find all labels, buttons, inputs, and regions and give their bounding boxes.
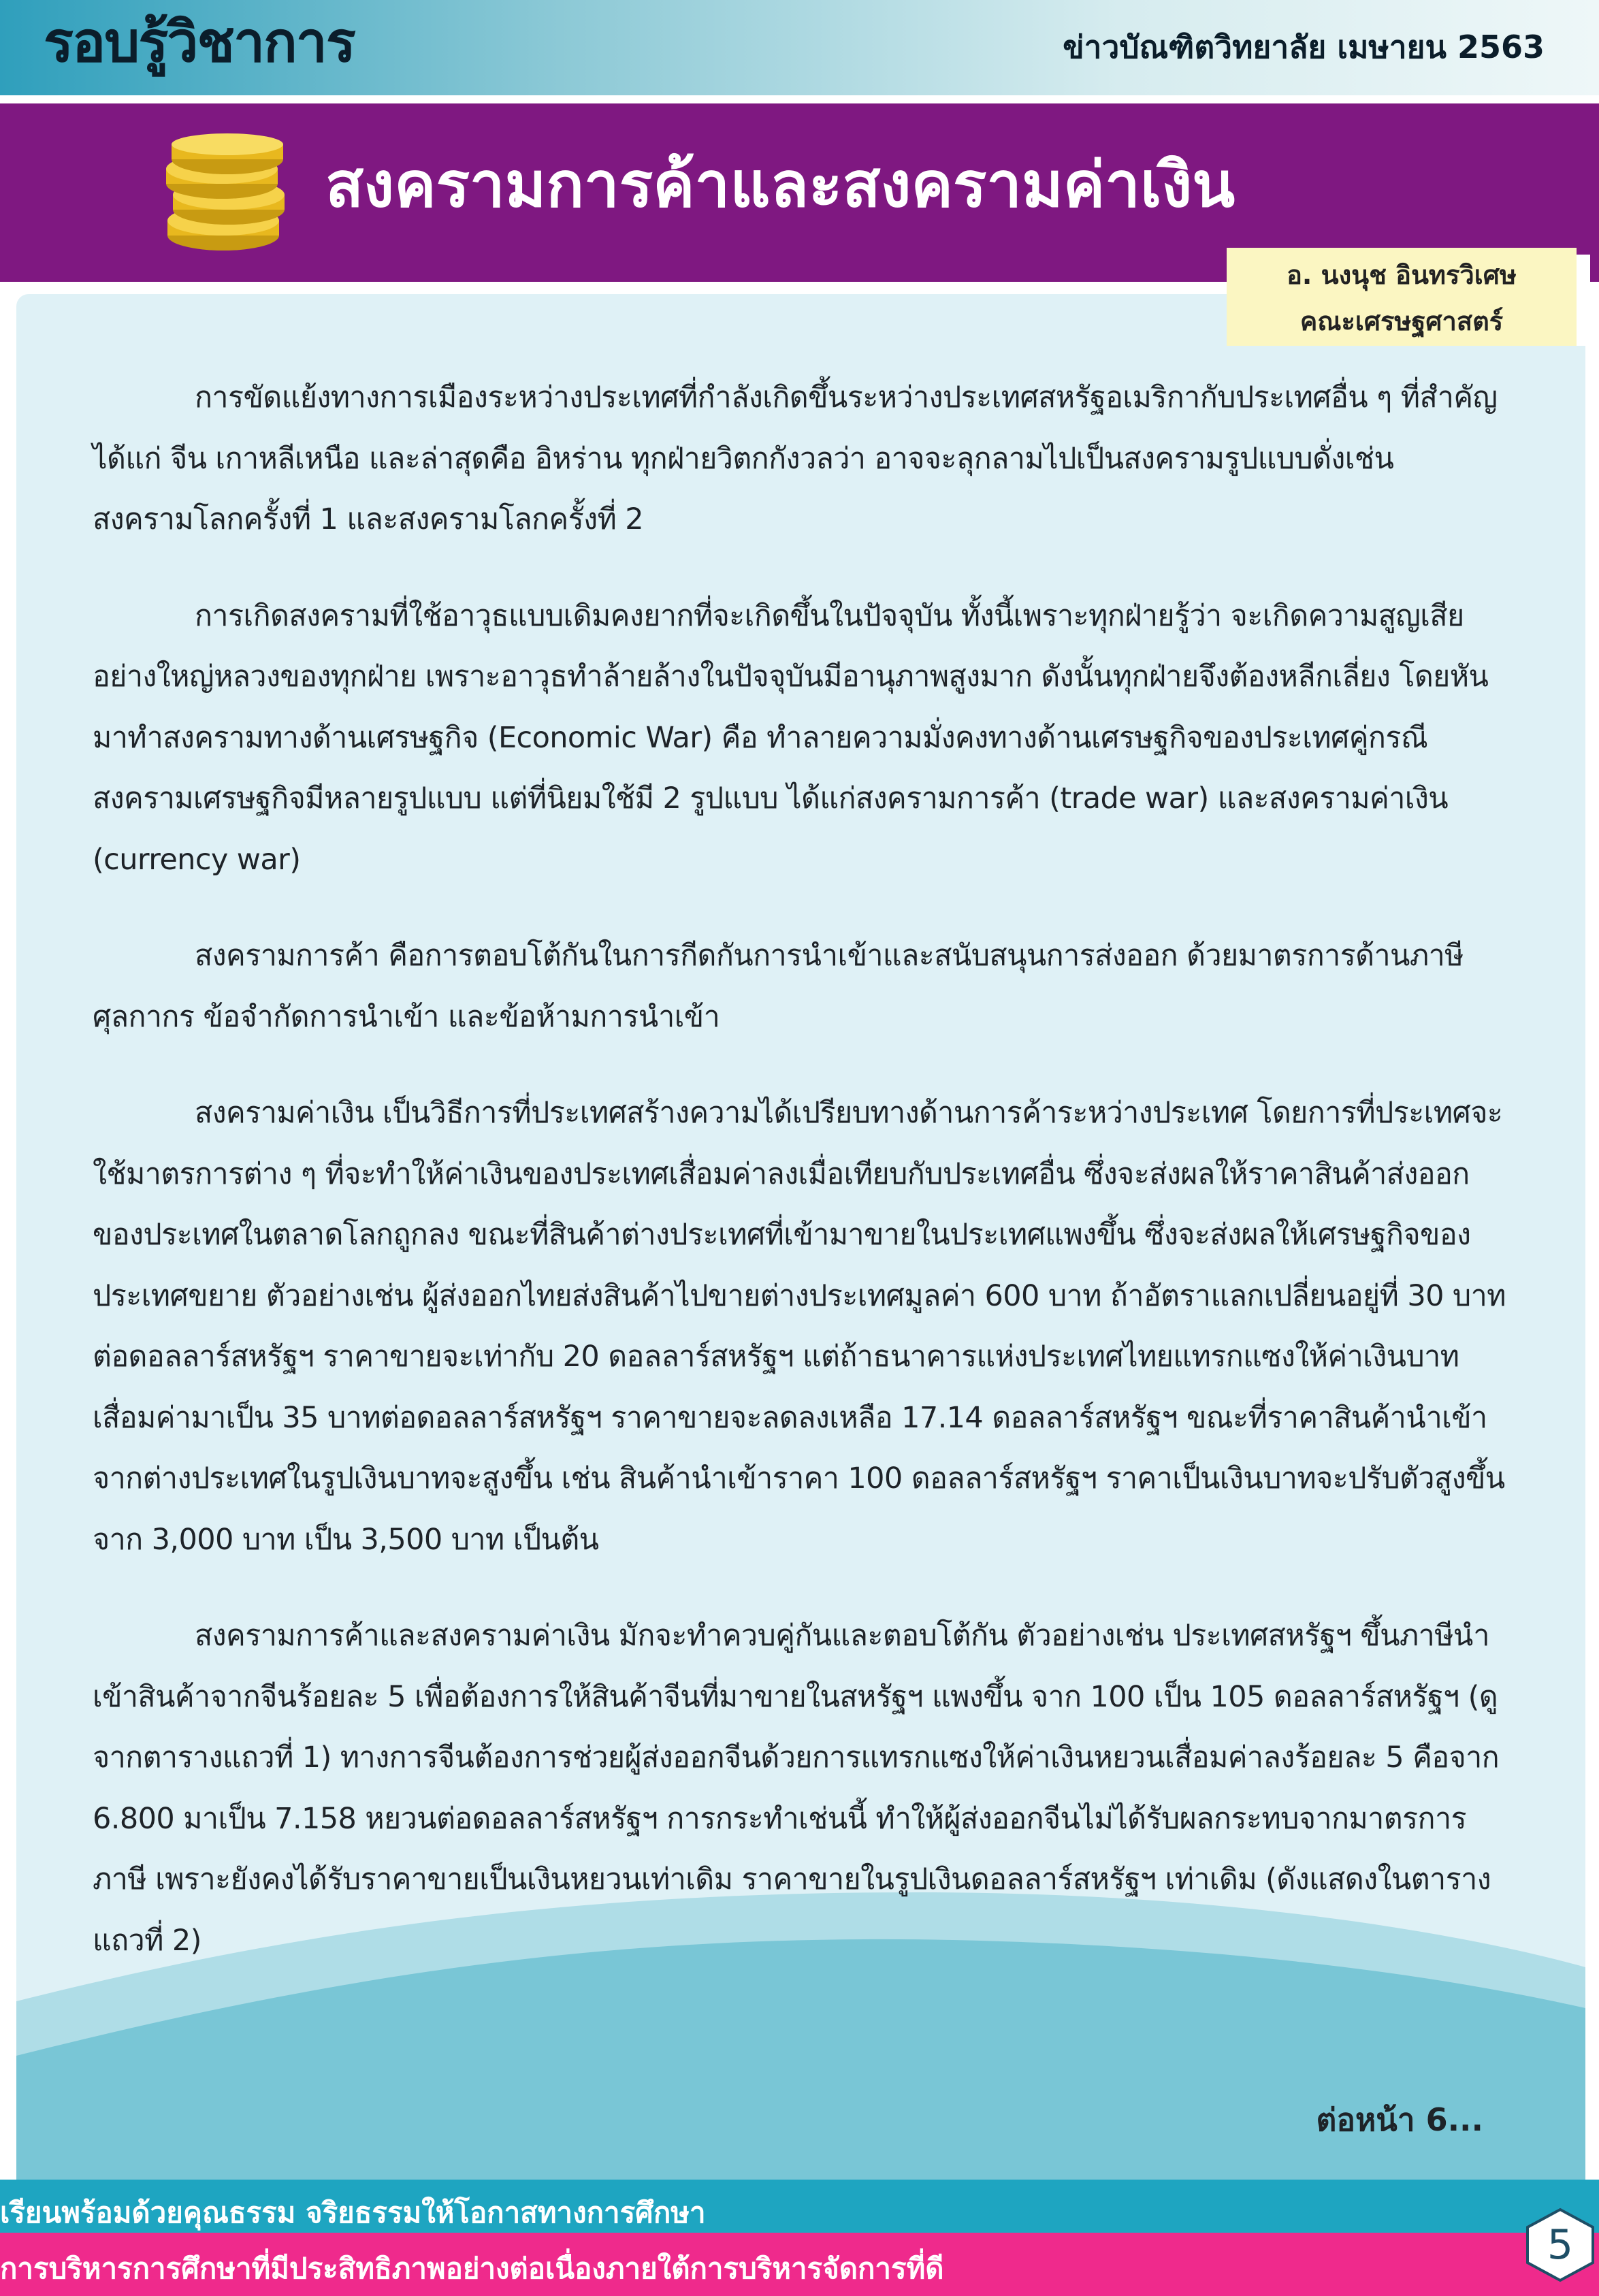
article-title: สงครามการค้าและสงครามค่าเงิน (325, 148, 1235, 221)
footer-slogan: เรียนพร้อมด้วยคุณธรรม จริยธรรมให้โอกาสทางการศึกษา (0, 2196, 706, 2229)
footer-mission: การบริหารการศึกษาที่มีประสิทธิภาพอย่างต่อเนื่องภายใต้การบริหารจัดการที่ดี (0, 2252, 944, 2285)
coins-stack-icon (161, 133, 297, 256)
article-paragraph: สงครามการค้า คือการตอบโต้กันในการกีดกันการนำเข้าและสนับสนุนการส่งออก ด้วยมาตรการด้านภาษีศุลกากร ข้อจำกัดการนำเข้า และข้อห้ามการนำเข้า (93, 939, 1464, 1034)
author-card (1227, 248, 1577, 346)
header-band (0, 0, 1599, 95)
page-number: 5 (1547, 2221, 1574, 2269)
continued-link[interactable]: ต่อหน้า 6... (1316, 2101, 1483, 2138)
issue-info: ข่าวบัณฑิตวิทยาลัย เมษายน 2563 (1063, 29, 1545, 65)
section-name: รอบรู้วิชาการ (44, 10, 355, 75)
author-affiliation: คณะเศรษฐศาสตร์ (1299, 306, 1504, 336)
article-paragraph: การเกิดสงครามที่ใช้อาวุธแบบเดิมคงยากที่จะเกิดขึ้นในปัจจุบัน ทั้งนี้เพราะทุกฝ่ายรู้ว่า จะเกิดความสูญเสียอย่างใหญ่หลวงของทุกฝ่าย เพราะอาวุธทำล้ายล้างในปัจจุบันมีอานุภาพสูงมาก ดังนั้นทุกฝ่ายจึงต้องหลีกเลี่ยง โดยหันมาทำสงครามทางด้านเศรษฐกิจ (Economic War) คือ ทำลายความมั่งคงทางด้านเศรษฐกิจของประเทศคู่กรณี สงครามเศรษฐกิจมีหลายรูปแบบ แต่ที่นิยมใช้มี 2 รูปแบบ ได้แก่สงครามการค้า (trade war) และสงครามค่าเงิน (currency war) (93, 598, 1489, 877)
article-paragraph: การขัดแย้งทางการเมืองระหว่างประเทศที่กำลังเกิดขึ้นระหว่างประเทศสหรัฐอเมริกากับประเทศอื่น ๆ ที่สำคัญ ได้แก่ จีน เกาหลีเหนือ และล่าสุดคือ อิหร่าน ทุกฝ่ายวิตกกังวลว่า อาจจะลุกลามไปเป็นสงครามรูปแบบดั่งเช่น สงครามโลกครั้งที่ 1 และสงครามโลกครั้งที่ 2 (93, 381, 1498, 536)
article-paragraph: สงครามค่าเงิน เป็นวิธีการที่ประเทศสร้างความได้เปรียบทางด้านการค้าระหว่างประเทศ โดยการที่ประเทศจะใช้มาตรการต่าง ๆ ที่จะทำให้ค่าเงินของประเทศเสื่อมค่าลงเมื่อเทียบกับประเทศอื่น ซึ่งจะส่งผลให้ราคาสินค้าส่งออกของประเทศในตลาดโลกถูกลง ขณะที่สินค้าต่างประเทศที่เข้ามาขายในประเทศแพงขึ้น ซึ่งจะส่งผลให้เศรษฐกิจของประเทศขยาย ตัวอย่างเช่น ผู้ส่งออกไทยส่งสินค้าไปขายต่างประเทศมูลค่า 600 บาท ถ้าอัตราแลกเปลี่ยนอยู่ที่ 30 บาทต่อดอลลาร์สหรัฐฯ ราคาขายจะเท่ากับ 20 ดอลลาร์สหรัฐฯ แต่ถ้าธนาคารแห่งประเทศไทยแทรกแซงให้ค่าเงินบาทเสื่อมค่ามาเป็น 35 บาทต่อดอลลาร์สหรัฐฯ ราคาขายจะลดลงเหลือ 17.14 ดอลลาร์สหรัฐฯ ขณะที่ราคาสินค้านำเข้าจากต่างประเทศในรูปเงินบาทจะสูงขึ้น เช่น สินค้านำเข้าราคา 100 ดอลลาร์สหรัฐฯ ราคาเป็นเงินบาทจะปรับตัวสูงขึ้นจาก 3,000 บาท เป็น 3,500 บาท เป็นต้น (93, 1096, 1506, 1557)
article-paragraph: สงครามการค้าและสงครามค่าเงิน มักจะทำควบคู่กันและตอบโต้กัน ตัวอย่างเช่น ประเทศสหรัฐฯ ขึ้นภาษีนำเข้าสินค้าจากจีนร้อยละ 5 เพื่อต้องการให้สินค้าจีนที่มาขายในสหรัฐฯ แพงขึ้น จาก 100 เป็น 105 ดอลลาร์สหรัฐฯ (ดูจากตารางแถวที่ 1) ทางการจีนต้องการช่วยผู้ส่งออกจีนด้วยการแทรกแซงให้ค่าเงินหยวนเสื่อมค่าลงร้อยละ 5 คือจาก 6.800 มาเป็น 7.158 หยวนต่อดอลลาร์สหรัฐฯ การกระทำเช่นนี้ ทำให้ผู้ส่งออกจีนไม่ได้รับผลกระทบจากมาตรการภาษี เพราะยังคงได้รับราคาขายเป็นเงินหยวนเท่าเดิม ราคาขายในรูปเงินดอลลาร์สหรัฐฯ เท่าเดิม (ดังแสดงในตารางแถวที่ 2) (93, 1619, 1500, 1958)
article-body (93, 368, 1508, 2007)
author-name: อ. นงนุช อินทรวิเศษ (1287, 260, 1517, 290)
